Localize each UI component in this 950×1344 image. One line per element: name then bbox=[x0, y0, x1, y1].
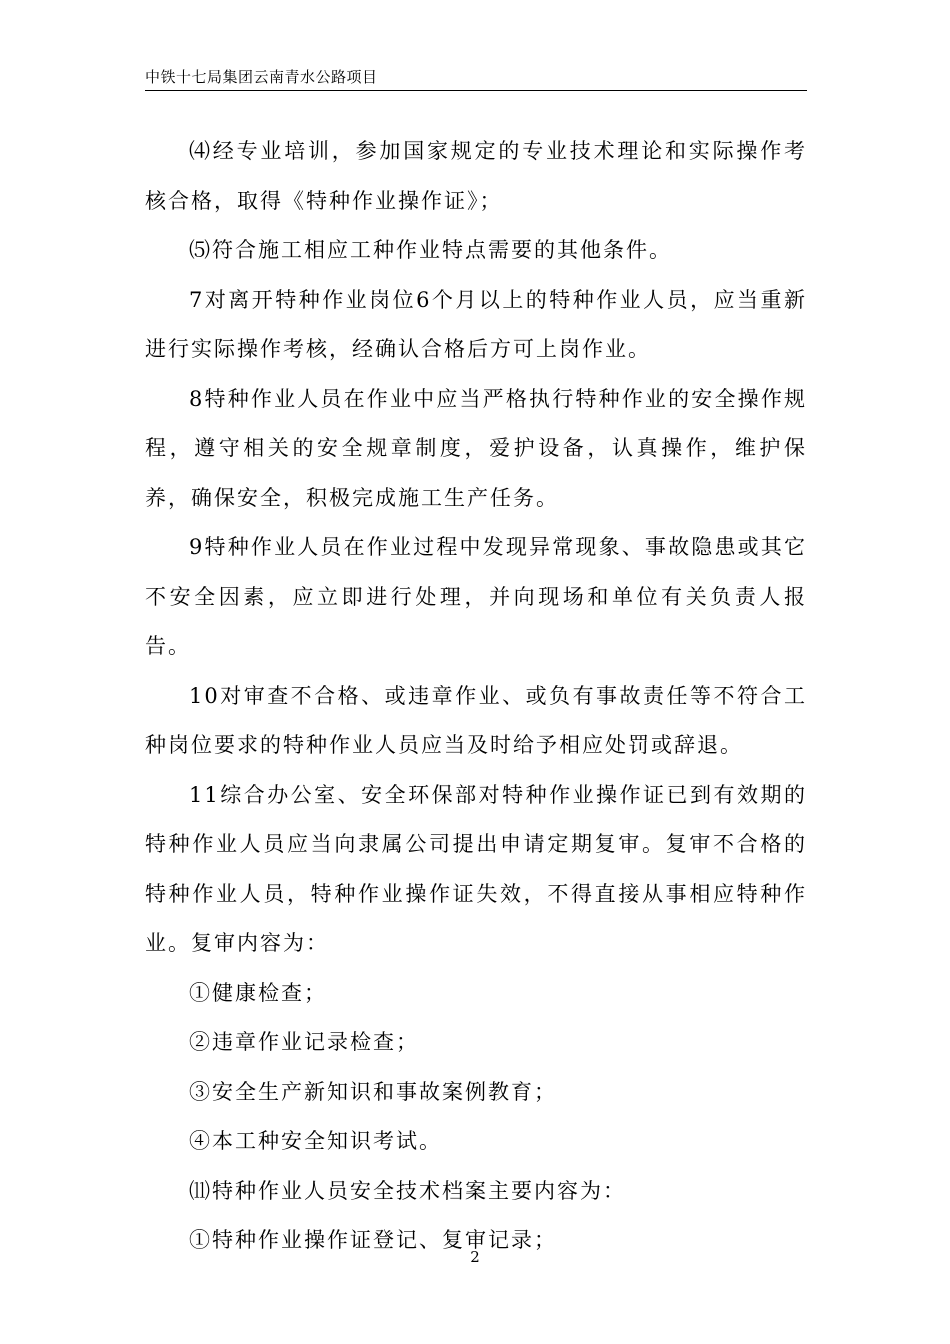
paragraph-9-hazard-reporting: 9特种作业人员在作业过程中发现异常现象、事故隐患或其它不安全因素，应立即进行处理，并向现场和单位有关负责人报告。 bbox=[145, 535, 807, 658]
header-title: 中铁十七局集团云南青水公路项目 bbox=[145, 68, 378, 86]
list-item-violation-check: ②违章作业记录检查； bbox=[189, 1030, 419, 1054]
paragraph-11-archive-contents: ⑾特种作业人员安全技术档案主要内容为： bbox=[189, 1178, 626, 1203]
paragraph-5-other-conditions: ⑸符合施工相应工种作业特点需要的其他条件。 bbox=[189, 238, 672, 262]
paragraph-7-reassessment: 7对离开特种作业岗位6个月以上的特种作业人员，应当重新进行实际操作考核，经确认合格后方可上岗作业。 bbox=[145, 287, 807, 361]
paragraph-11-periodic-review: 11综合办公室、安全环保部对特种作业操作证已到有效期的特种作业人员应当向隶属公司提出申请定期复审。复审不合格的特种作业人员，特种作业操作证失效，不得直接从事相应特种作业。复审内容为： bbox=[145, 782, 807, 955]
page-number: 2 bbox=[470, 1248, 480, 1266]
list-item-health-check: ①健康检查； bbox=[189, 980, 327, 1005]
paragraph-10-penalties: 10对审查不合格、或违章作业、或负有事故责任等不符合工种岗位要求的特种作业人员应当及时给予相应处罚或辞退。 bbox=[145, 683, 807, 757]
document-body bbox=[145, 127, 807, 1266]
paragraph-8-operation-rules: 8特种作业人员在作业中应当严格执行特种作业的安全操作规程，遵守相关的安全规章制度，爱护设备，认真操作，维护保养，确保安全，积极完成施工生产任务。 bbox=[145, 386, 807, 510]
paragraph-4-training: ⑷经专业培训，参加国家规定的专业技术理论和实际操作考核合格，取得《特种作业操作证》； bbox=[145, 139, 807, 213]
list-item-safety-exam: ④本工种安全知识考试。 bbox=[189, 1129, 442, 1153]
list-item-safety-education: ③安全生产新知识和事故案例教育； bbox=[189, 1079, 557, 1104]
list-item-certificate-records: ①特种作业操作证登记、复审记录； bbox=[189, 1228, 557, 1252]
page-header bbox=[145, 64, 807, 91]
